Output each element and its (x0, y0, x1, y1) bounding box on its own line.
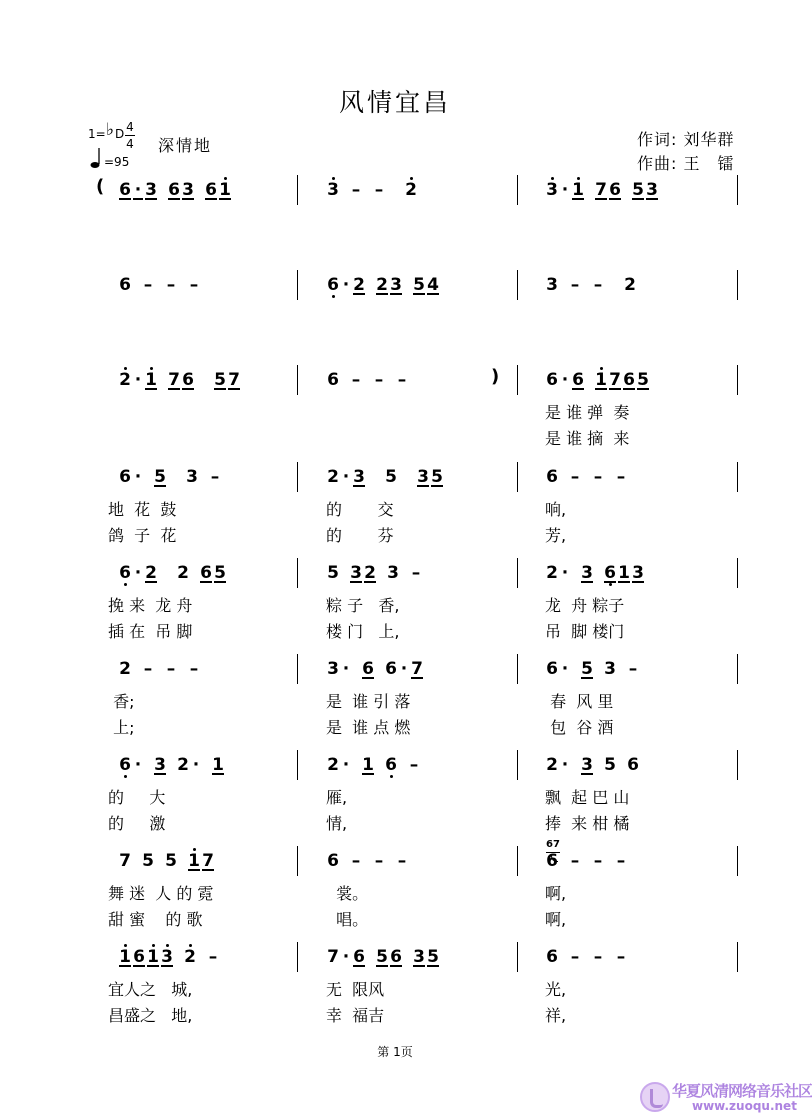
lyric-verse-2: 包 谷 酒 (545, 718, 614, 737)
lyric-verse-1: 雁, (326, 788, 348, 807)
lyric-verse-2: 唱。 (326, 910, 369, 929)
barline (517, 558, 518, 588)
note: 1 (362, 755, 374, 775)
lyric-verse-1: 裳。 (326, 884, 369, 903)
lyric-verse-1: 粽 子 香, (326, 596, 400, 615)
measure (118, 370, 241, 390)
measure (545, 947, 628, 967)
lyric-verse-1: 是 谁 弹 奏 (545, 403, 630, 422)
barline (737, 558, 738, 588)
lyric-verse-2: 楼 门 上, (326, 622, 400, 641)
measure (326, 180, 418, 200)
note: 6 (118, 563, 132, 583)
augmentation-dot: · (342, 755, 350, 775)
key-signature (88, 121, 148, 173)
lyric-verse-2: 的 激 (108, 814, 166, 833)
note: 5 (214, 563, 226, 583)
barline (297, 654, 298, 684)
note: 7 (327, 947, 339, 967)
quarter-note-icon (90, 147, 104, 169)
lyric-verse-2: 昌盛之 地, (108, 1006, 193, 1025)
barline (297, 558, 298, 588)
lyric-verse-2: 祥, (545, 1006, 567, 1025)
note: 1 (146, 947, 160, 967)
dash-extension: – (351, 851, 361, 871)
dash-extension: – (374, 180, 384, 200)
lyric-verse-2: 幸 福吉 (326, 1006, 385, 1025)
lyric-verse-2: 情, (326, 814, 348, 833)
lyric-verse-2: 插 在 吊 脚 (108, 622, 193, 641)
note: 6 (182, 370, 194, 390)
dash-extension: – (189, 659, 199, 679)
note: 1 (187, 851, 201, 871)
augmentation-dot: · (561, 755, 569, 775)
lyric-verse-1: 地 花 鼓 (108, 500, 177, 519)
note: 3 (632, 563, 644, 583)
dash-extension: – (189, 275, 199, 295)
dash-extension: – (593, 947, 603, 967)
barline (737, 462, 738, 492)
barline (297, 270, 298, 300)
lyric-verse-1: 响, (545, 500, 567, 519)
note: 5 (427, 947, 439, 967)
note: 2 (624, 275, 636, 295)
page-number: 第 1页 (377, 1045, 413, 1059)
dash-extension: – (374, 851, 384, 871)
lyric-verse-2: 的 芬 (326, 526, 394, 545)
key-note: D (115, 127, 125, 141)
dash-extension: – (616, 947, 626, 967)
note: 6 (603, 563, 617, 583)
augmentation-dot: · (134, 180, 142, 200)
note: 7 (228, 370, 240, 390)
barline (297, 942, 298, 972)
barline (517, 750, 518, 780)
augmentation-dot: · (134, 370, 142, 390)
measure (326, 947, 440, 967)
barline (737, 654, 738, 684)
note: 3 (417, 467, 429, 487)
lyric-verse-1: 光, (545, 980, 567, 999)
lyric-verse-1: 龙 舟 粽子 (545, 596, 625, 615)
augmentation-dot: · (134, 467, 142, 487)
measure (545, 370, 650, 390)
augmentation-dot: · (561, 180, 569, 200)
watermark-logo-icon (640, 1082, 670, 1112)
note: 4 (427, 275, 439, 295)
note: 5 (376, 947, 388, 967)
note: 3 (581, 563, 593, 583)
note: 6 (623, 370, 635, 390)
note: 6 (200, 563, 212, 583)
note: 6 (133, 947, 145, 967)
note: 1 (218, 180, 232, 200)
note: 5 (431, 467, 443, 487)
note: 3 (604, 659, 616, 679)
grace-underline (546, 852, 560, 853)
lyric-verse-1: 啊, (545, 884, 567, 903)
measure (118, 947, 220, 967)
note: 2 (119, 659, 131, 679)
note: 5 (637, 370, 649, 390)
note: 2 (353, 275, 365, 295)
lyric-verse-1: 的 交 (326, 500, 394, 519)
note: 3 (387, 563, 399, 583)
time-signature (125, 121, 135, 150)
note: 6 (362, 659, 374, 679)
dash-extension: – (143, 659, 153, 679)
repeat-paren-close: ) (491, 366, 500, 387)
measure (118, 659, 201, 679)
note: 2 (183, 947, 197, 967)
dash-extension: – (616, 851, 626, 871)
note: 6 (118, 755, 132, 775)
measure (326, 275, 440, 295)
measure (545, 275, 637, 295)
barline (517, 175, 518, 205)
note: 7 (119, 851, 131, 871)
time-signature-top: 4 (126, 120, 134, 134)
dash-extension: – (628, 659, 638, 679)
lyric-verse-2: 是 谁 摘 来 (545, 429, 630, 448)
dash-extension: – (570, 275, 580, 295)
dash-extension: – (351, 370, 361, 390)
lyricist-credit: 作词: 刘华群 (637, 130, 735, 149)
note: 6 (609, 180, 621, 200)
note: 5 (165, 851, 177, 871)
barline (297, 750, 298, 780)
note: 5 (604, 755, 616, 775)
lyric-verse-1: 是 谁 引 落 (326, 692, 411, 711)
note: 6 (384, 755, 398, 775)
measure (326, 467, 444, 487)
lyric-verse-2: 芳, (545, 526, 567, 545)
measure (118, 467, 222, 487)
note: 3 (353, 467, 365, 487)
note: 6 (546, 467, 558, 487)
barline (517, 462, 518, 492)
lyric-verse-2: 上; (108, 718, 135, 737)
augmentation-dot: · (192, 755, 200, 775)
dash-extension: – (593, 275, 603, 295)
note: 6 (119, 467, 131, 487)
augmentation-dot: · (400, 659, 408, 679)
repeat-paren-open: ( (96, 176, 105, 197)
measure (545, 467, 628, 487)
measure (545, 755, 640, 775)
dash-extension: – (166, 275, 176, 295)
note: 3 (327, 659, 339, 679)
lyric-verse-1: 挽 来 龙 舟 (108, 596, 193, 615)
note: 1 (212, 755, 224, 775)
note: 6 (627, 755, 639, 775)
note: 5 (214, 370, 226, 390)
augmentation-dot: · (134, 755, 142, 775)
note: 2 (364, 563, 376, 583)
note: 7 (168, 370, 180, 390)
barline (297, 462, 298, 492)
measure (326, 563, 423, 583)
note: 6 (119, 275, 131, 295)
measure (545, 563, 645, 583)
barline (737, 750, 738, 780)
barline (517, 942, 518, 972)
composer-credit: 作曲: 王 镭 (637, 154, 735, 173)
note: 6 (119, 180, 131, 200)
note: 2 (145, 563, 157, 583)
note: 3 (326, 180, 340, 200)
dash-extension: – (208, 947, 218, 967)
note: 2 (376, 275, 388, 295)
note: 6 (326, 275, 340, 295)
note: 2 (118, 370, 132, 390)
lyric-verse-2: 甜 蜜 的 歌 (108, 910, 203, 929)
note: 6 (327, 851, 339, 871)
note: 5 (385, 467, 397, 487)
note: 3 (646, 180, 658, 200)
note: 2 (404, 180, 418, 200)
dash-extension: – (570, 947, 580, 967)
watermark (640, 1078, 812, 1116)
measure (118, 755, 225, 775)
note: 5 (632, 180, 644, 200)
augmentation-dot: · (561, 659, 569, 679)
note: 1 (571, 180, 585, 200)
barline (737, 942, 738, 972)
barline (737, 846, 738, 876)
key-prefix: 1= (88, 127, 106, 141)
measure (545, 180, 659, 200)
note: 7 (609, 370, 621, 390)
dash-extension: – (397, 851, 407, 871)
dash-extension: – (210, 467, 220, 487)
note: 6 (353, 947, 365, 967)
note: 1 (618, 563, 630, 583)
augmentation-dot: · (134, 563, 142, 583)
note: 5 (154, 467, 166, 487)
note: 2 (546, 755, 558, 775)
barline (517, 654, 518, 684)
note: 5 (581, 659, 593, 679)
dash-extension: – (409, 755, 419, 775)
barline (297, 365, 298, 395)
note: 6 (385, 659, 397, 679)
watermark-name: 华夏风清网络音乐社区 (672, 1082, 812, 1100)
note: 7 (595, 180, 607, 200)
grace-notes: 67 (546, 839, 560, 850)
note: 1 (594, 370, 608, 390)
note: 5 (413, 275, 425, 295)
measure (326, 755, 421, 775)
note: 6 (327, 370, 339, 390)
note: 3 (182, 180, 194, 200)
note: 7 (202, 851, 214, 871)
augmentation-dot: · (342, 275, 350, 295)
tempo-marking: =95 (104, 155, 130, 169)
lyric-verse-2: 鸽 子 花 (108, 526, 177, 545)
dash-extension: – (166, 659, 176, 679)
measure (326, 659, 424, 679)
lyric-verse-1: 飘 起 巴 山 (545, 788, 630, 807)
note: 6 (390, 947, 402, 967)
lyric-verse-1: 的 大 (108, 788, 166, 807)
time-signature-bottom: 4 (126, 137, 134, 151)
measure (118, 275, 201, 295)
measure (326, 851, 409, 871)
barline (517, 846, 518, 876)
lyric-verse-1: 宜人之 城, (108, 980, 193, 999)
barline (297, 175, 298, 205)
note: 3 (390, 275, 402, 295)
augmentation-dot: · (561, 370, 569, 390)
dash-extension: – (570, 851, 580, 871)
note: 6 (546, 370, 558, 390)
augmentation-dot: · (342, 947, 350, 967)
note: 3 (546, 275, 558, 295)
note: 3 (581, 755, 593, 775)
note: 2 (546, 563, 558, 583)
expression-marking: 深情地 (158, 136, 213, 155)
measure (118, 563, 227, 583)
dash-extension: – (593, 851, 603, 871)
dash-extension: – (351, 180, 361, 200)
note: 6 (205, 180, 217, 200)
note: 5 (327, 563, 339, 583)
lyric-verse-2: 吊 脚 楼门 (545, 622, 625, 641)
barline (517, 270, 518, 300)
note: 3 (145, 180, 157, 200)
note: 2 (327, 467, 339, 487)
note: 5 (142, 851, 154, 871)
barline (737, 270, 738, 300)
dash-extension: – (397, 370, 407, 390)
measure (326, 370, 409, 390)
note: 2 (327, 755, 339, 775)
note: 3 (186, 467, 198, 487)
dash-extension: – (411, 563, 421, 583)
note: 6 (546, 659, 558, 679)
augmentation-dot: · (561, 563, 569, 583)
dash-extension: – (616, 467, 626, 487)
note: 6 (546, 947, 558, 967)
song-title: 风情宜昌 (338, 88, 451, 117)
flat-symbol: ♭ (106, 120, 115, 140)
lyric-verse-1: 春 风 里 (545, 692, 614, 711)
dash-extension: – (593, 467, 603, 487)
augmentation-dot: · (342, 467, 350, 487)
note: 3 (413, 947, 425, 967)
barline (737, 175, 738, 205)
dash-extension: – (143, 275, 153, 295)
barline (737, 365, 738, 395)
lyric-verse-2: 啊, (545, 910, 567, 929)
note: 3 (545, 180, 559, 200)
lyric-verse-1: 无 限风 (326, 980, 385, 999)
measure (118, 851, 215, 871)
measure (545, 659, 640, 679)
note: 6 (572, 370, 584, 390)
note: 1 (118, 947, 132, 967)
barline (517, 365, 518, 395)
note: 1 (144, 370, 158, 390)
note: 6 (168, 180, 180, 200)
note: 3 (350, 563, 362, 583)
watermark-url: www.zuoqu.net (692, 1099, 797, 1113)
dash-extension: – (374, 370, 384, 390)
lyric-verse-2: 捧 来 柑 橘 (545, 814, 630, 833)
note: 2 (177, 563, 189, 583)
lyric-verse-1: 舞 迷 人 的 霓 (108, 884, 214, 903)
barline (297, 846, 298, 876)
lyric-verse-2: 是 谁 点 燃 (326, 718, 411, 737)
note: 3 (160, 947, 174, 967)
note: 7 (411, 659, 423, 679)
lyric-verse-1: 香; (108, 692, 135, 711)
measure (118, 180, 232, 200)
augmentation-dot: · (342, 659, 350, 679)
note: 2 (177, 755, 189, 775)
dash-extension: – (570, 467, 580, 487)
note: 3 (154, 755, 166, 775)
note: 6 (546, 851, 558, 871)
